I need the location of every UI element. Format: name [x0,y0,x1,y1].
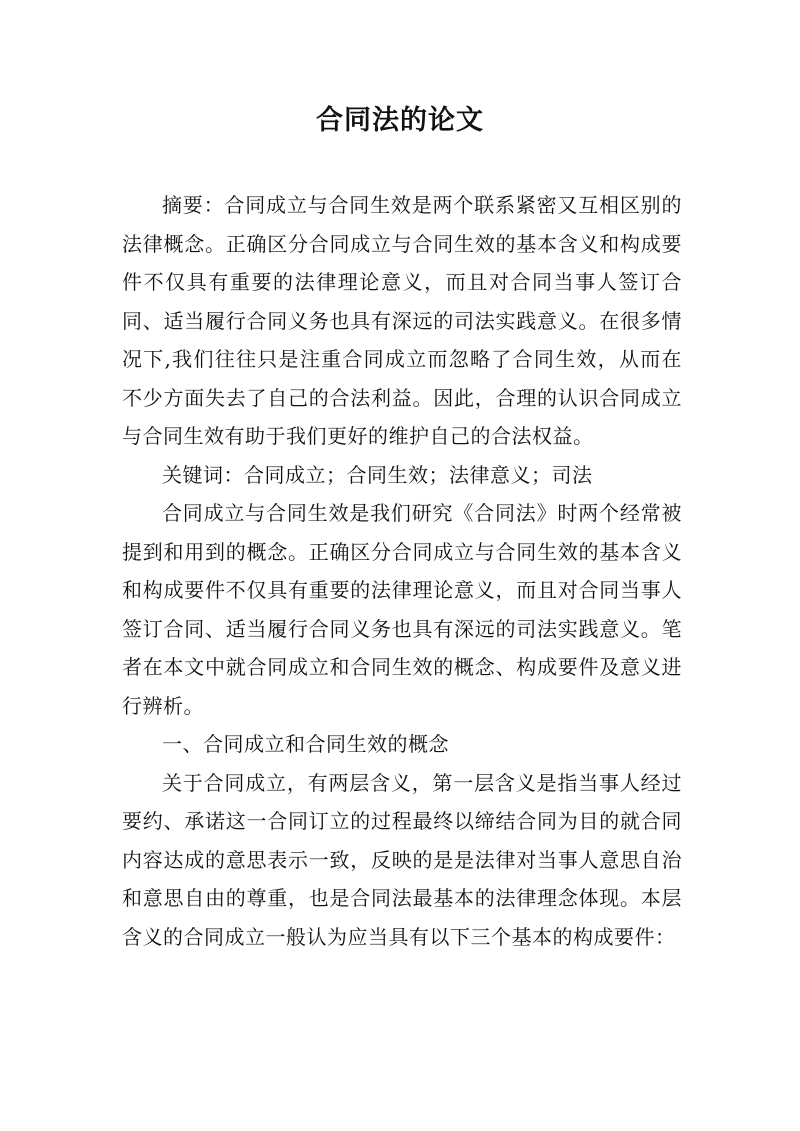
keywords-paragraph: 关键词：合同成立；合同生效；法律意义；司法 [162,462,593,487]
abstract-paragraph: 摘要：合同成立与合同生效是两个联系紧密又互相区别的法律概念。正确区分合同成立与合同生效的基本含义和构成要件不仅具有重要的法律理论意义，而且对合同当事人签订合同、适当履行合同义务也具有深远的司法实践意义。在很多情况下,我们往往只是注重合同成立而忽略了合同生效，从而在不少方面失去了自己的合法利益。因此，合理的认识合同成立与合同生效有助于我们更好的维护自己的合法权益。 [122,193,682,448]
section-heading: 一、合同成立和合同生效的概念 [162,732,449,756]
intro-paragraph: 合同成立与合同生效是我们研究《合同法》时两个经常被提到和用到的概念。正确区分合同成立与合同生效的基本含义和构成要件不仅具有重要的法律理论意义，而且对合同当事人签订合同、适当履行合同义务也具有深远的司法实践意义。笔者在本文中就合同成立和合同生效的概念、构成要件及意义进行辨析。 [122,501,682,718]
section-paragraph: 关于合同成立，有两层含义，第一层含义是指当事人经过要约、承诺这一合同订立的过程最终以缔结合同为目的就合同内容达成的意思表示一致，反映的是是法律对当事人意思自治和意思自由的尊重，也是合同法最基本的法律理念体现。本层含义的合同成立一般认为应当具有以下三个基本的构成要件： [122,770,682,949]
document-title: 合同法的论文 [316,105,484,136]
document-body [122,186,682,956]
